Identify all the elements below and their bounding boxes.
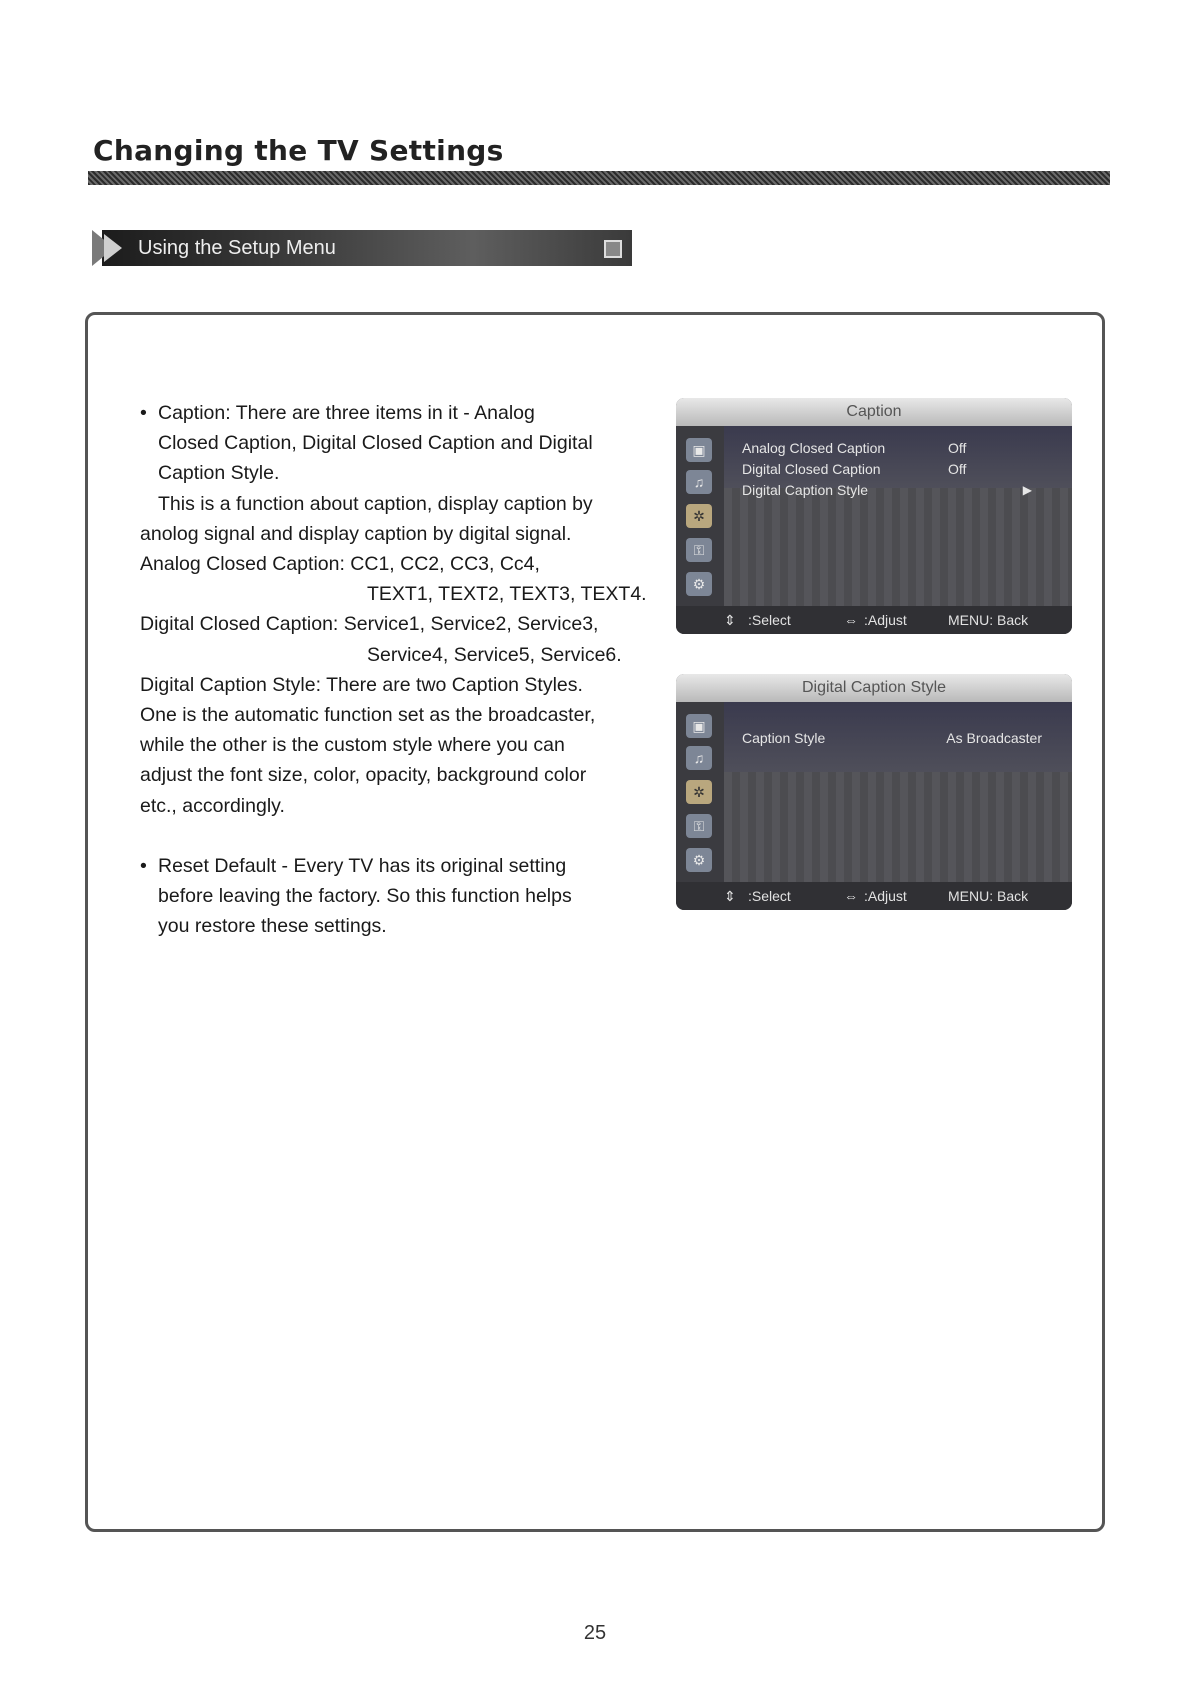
text-line: you restore these settings. — [158, 915, 387, 938]
text-line: Analog Closed Caption: CC1, CC2, CC3, Cc4, — [140, 553, 540, 576]
footer-adjust: : Adjust — [864, 888, 907, 904]
picture-icon: ▣ — [686, 438, 712, 462]
text-line: before leaving the factory. So this function helps — [158, 885, 572, 908]
text-line: etc., accordingly. — [140, 794, 285, 817]
digital-paragraph — [140, 609, 650, 669]
digital-caption-style-menu-screenshot — [676, 674, 1072, 910]
setup-icon: ✲ — [686, 780, 712, 804]
reset-paragraph — [140, 851, 650, 942]
updown-arrows-icon: ⇕ — [724, 888, 736, 904]
sound-icon: ♫ — [686, 746, 712, 770]
style-paragraph — [140, 670, 650, 821]
menu-row-digital-caption-style[interactable] — [742, 480, 1058, 500]
bullet-icon: • — [140, 402, 147, 424]
menu-row-caption-style[interactable] — [742, 728, 1058, 748]
caption-menu-screenshot — [676, 398, 1072, 634]
menu-footer — [676, 882, 1072, 910]
picture-icon: ▣ — [686, 714, 712, 738]
setup-icon: ✲ — [686, 504, 712, 528]
text-line: One is the automatic function set as the broadcaster, — [140, 704, 596, 727]
leftright-arrows-icon: ⇔ — [844, 888, 858, 904]
lock-icon: ⚿ — [686, 814, 712, 838]
chevron-right-icon-inner — [104, 234, 122, 262]
channel-icon: ⚙ — [686, 572, 712, 596]
row-label: Digital Closed Caption — [742, 461, 881, 477]
text-line: Digital Caption Style: There are two Caption Styles. — [140, 673, 583, 696]
page-number: 25 — [583, 1622, 607, 1644]
menu-footer — [676, 606, 1072, 634]
text-line: TEXT1, TEXT2, TEXT3, TEXT4. — [367, 583, 647, 606]
body-text — [140, 398, 650, 941]
footer-adjust: : Adjust — [864, 612, 907, 628]
channel-icon: ⚙ — [686, 848, 712, 872]
menu-row-digital-cc[interactable] — [742, 459, 1058, 479]
title-rule — [88, 171, 1110, 185]
page-title: Changing the TV Settings — [93, 134, 504, 167]
updown-arrows-icon: ⇕ — [724, 612, 736, 628]
footer-back: MENU: Back — [948, 888, 1029, 904]
sound-icon: ♫ — [686, 470, 712, 494]
row-value: Off — [948, 440, 967, 456]
text-line: This is a function about caption, display caption by — [158, 492, 593, 515]
function-paragraph — [140, 489, 650, 549]
text-line: while the other is the custom style where you can — [140, 734, 565, 757]
row-label: Caption Style — [742, 730, 826, 746]
text-line: Service4, Service5, Service6. — [367, 643, 622, 666]
lock-icon: ⚿ — [686, 538, 712, 562]
row-value: Off — [948, 461, 967, 477]
menu-row-analog-cc[interactable] — [742, 438, 1058, 458]
analog-paragraph — [140, 549, 650, 609]
text-line: Caption: There are three items in it - Analog — [158, 402, 535, 424]
caption-paragraph — [140, 398, 650, 489]
square-icon — [604, 240, 622, 258]
row-label: Analog Closed Caption — [742, 440, 886, 456]
footer-back: MENU: Back — [948, 612, 1029, 628]
menu-sidebar — [676, 702, 724, 882]
row-label: Digital Caption Style — [742, 482, 869, 498]
triangle-right-icon: ▶ — [1022, 483, 1032, 497]
section-header — [92, 230, 632, 266]
text-line: anolog signal and display caption by digital signal. — [140, 522, 572, 545]
menu-title: Caption — [676, 398, 1072, 426]
footer-select: : Select — [748, 888, 791, 904]
bullet-icon: • — [140, 854, 147, 877]
menu-sidebar — [676, 426, 724, 606]
text-line: adjust the font size, color, opacity, background color — [140, 764, 587, 787]
text-line: Reset Default - Every TV has its original setting — [158, 854, 567, 877]
leftright-arrows-icon: ⇔ — [844, 612, 858, 628]
row-value: As Broadcaster — [946, 730, 1042, 746]
footer-select: : Select — [748, 612, 791, 628]
menu-title: Digital Caption Style — [676, 674, 1072, 702]
text-line: Caption Style. — [158, 462, 280, 485]
text-line: Digital Closed Caption: Service1, Service2, Service3, — [140, 613, 599, 636]
section-title: Using the Setup Menu — [138, 237, 336, 259]
text-line: Closed Caption, Digital Closed Caption and Digital — [158, 432, 593, 455]
